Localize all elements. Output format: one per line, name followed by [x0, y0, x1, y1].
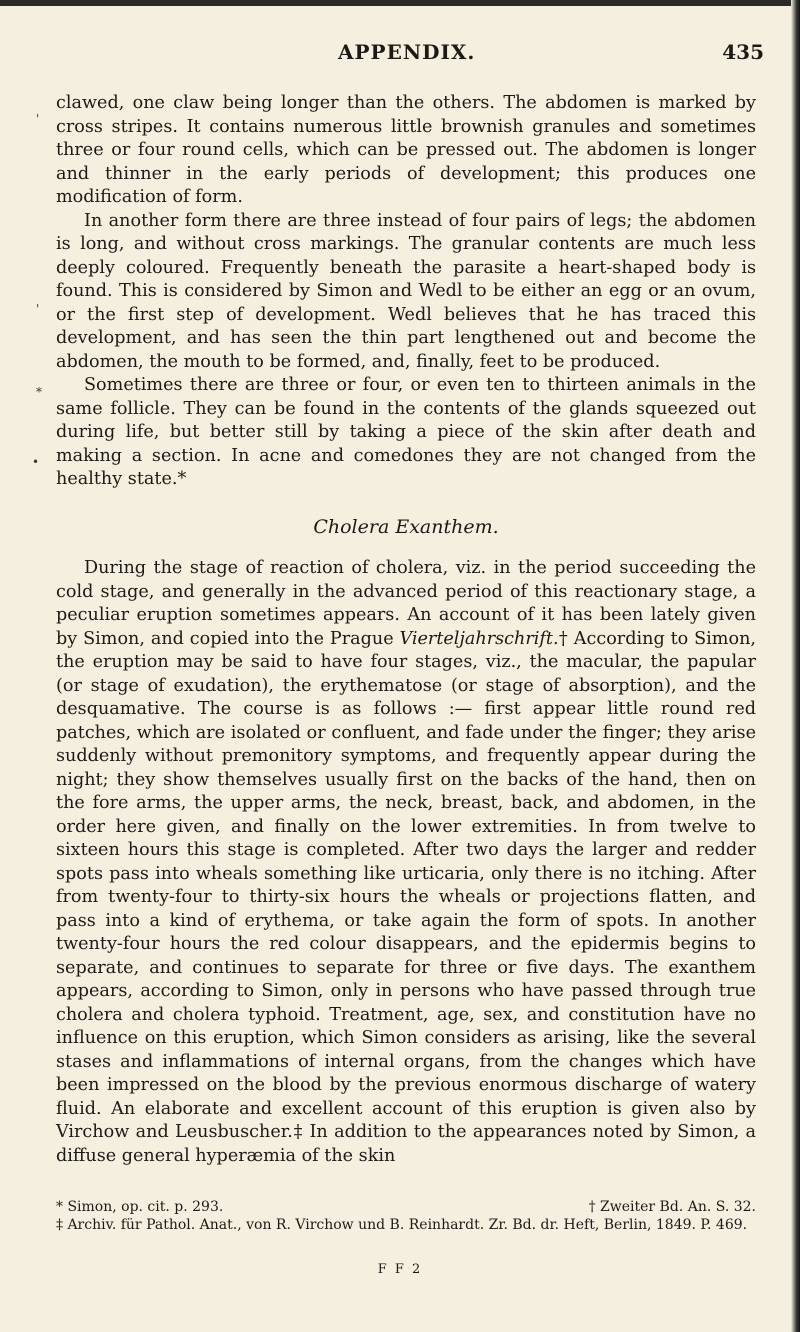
- margin-mark: ': [36, 112, 40, 126]
- text-run: During the stage of reaction of cholera, viz. in the period succeeding the cold stage, and generally in the advanced period of this reactionary stage, a peculiar eruption sometimes appears. An account of it has been lately given by Simon, and copied into the Prague: [56, 558, 756, 649]
- footnotes: [56, 1198, 756, 1234]
- running-head: APPENDIX.: [338, 40, 476, 64]
- signature-mark: F F 2: [377, 1262, 423, 1277]
- text-run: † According to Simon, the eruption may be said to have four stages, viz., the macular, the papular (or stage of exudation), the erythematose (or stage of absorption), and the desquamative. The course is as follows :— first appear little round red patches, which are isolated or confluent, and fade under the finger; they arise suddenly without premonitory symptoms, and frequently appear during the night; they show themselves usually first on the backs of the hand, then on the fore arms, the upper arms, the neck, breast, back, and abdomen, in the order here given, and finally on the lower extremities. In from twelve to sixteen hours this stage is completed. After two days the larger and redder spots pass into wheals something like urticaria, only there is no itching. After from twenty-four to thirty-six hours the wheals or projections flatten, and pass into a kind of erythema, or take again the form of spots. In another twenty-four hours the red colour disappears, and the epidermis begins to separate, and continues to separate for three or five days. The exanthem appears, according to Simon, only in persons who have passed through true cholera and cholera typhoid. Treatment, age, sex, and constitution have no influence on this eruption, which Simon considers as arising, like the several stases and inflammations of internal organs, from the changes which have been impressed on the blood by the previous enormous discharge of watery fluid. An elaborate and excellent account of this eruption is given also by Virchow and Leusbuscher.‡ In addition to the appearances noted by Simon, a diffuse general hyperæmia of the skin: [56, 628, 756, 1166]
- footnote-row: [56, 1198, 756, 1216]
- page-header: [320, 40, 764, 70]
- page-right-edge: [791, 0, 800, 1332]
- paragraph: Sometimes there are three or four, or even ten to thirteen animals in the same follicle. They can be found in the contents of the glands squeezed out during life, but better still by taking a piece of the skin after death and making a section. In acne and comedones they are not changed from the healthy state.*: [56, 375, 756, 489]
- journal-title: Vierteljahrschrift.: [399, 628, 559, 649]
- page-top-edge: [0, 0, 800, 6]
- margin-mark: ': [36, 302, 40, 316]
- footnote-dagger: † Zweiter Bd. An. S. 32.: [588, 1199, 756, 1215]
- paragraph: In another form there are three instead of four pairs of legs; the abdomen is long, and without cross markings. The granular contents are much less deeply coloured. Frequently beneath the parasite a heart-shaped body is found. This is considered by Simon and Wedl to be either an egg or an ovum, or the first step of development. Wedl believes that he has traced this development, and has seen the thin part lengthened out and become the abdomen, the mouth to be formed, and, finally, feet to be produced.: [56, 210, 756, 372]
- paragraph: clawed, one claw being longer than the others. The abdomen is marked by cross stripes. It contains numerous little brownish granules and sometimes three or four round cells, which can be pressed out. The abdomen is longer and thinner in the early periods of development; this produces one modification of form.: [56, 93, 756, 207]
- page-number: 435: [722, 40, 764, 64]
- section-paragraph: [56, 557, 756, 1168]
- footnote-star: * Simon, op. cit. p. 293.: [56, 1199, 224, 1215]
- margin-mark: •: [32, 455, 40, 469]
- section-heading: Cholera Exanthem.: [313, 515, 499, 538]
- body-text: [56, 92, 756, 1168]
- footnote-double-dagger: ‡ Archiv. für Pathol. Anat., von R. Virchow und B. Reinhardt. Zr. Bd. dr. Heft, Berlin, 1849. P. 469.: [56, 1217, 748, 1233]
- margin-mark: *: [36, 385, 42, 399]
